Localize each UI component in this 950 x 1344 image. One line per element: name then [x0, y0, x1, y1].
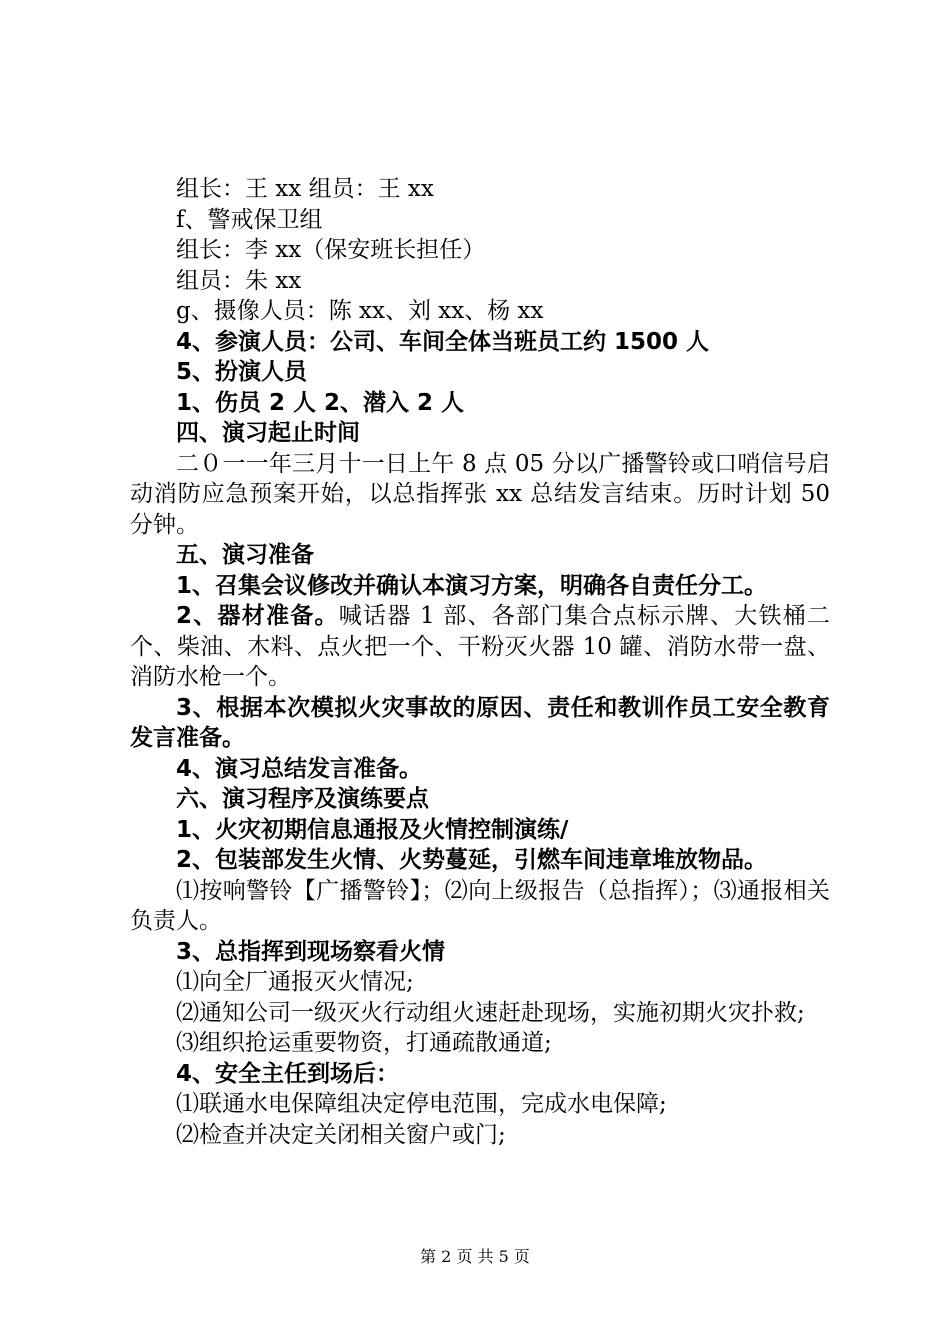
document-paragraph: 4、参演人员：公司、车间全体当班员工约 1500 人: [176, 328, 710, 355]
document-paragraph: g、摄像人员：陈 xx、刘 xx、杨 xx: [176, 298, 544, 324]
document-paragraph: [130, 601, 830, 693]
document-paragraph: 六、演习程序及演练要点: [176, 786, 429, 812]
document-paragraph: ⑵检查并决定关闭相关窗户或门;: [176, 1121, 506, 1148]
document-paragraph: ⑵通知公司一级灭火行动组火速赶赴现场，实施初期火灾扑救;: [176, 999, 805, 1026]
page-footer: 第 2 页 共 5 页: [420, 1247, 530, 1266]
document-paragraph: 1、召集会议修改并确认本演习方案，明确各自责任分工。: [176, 572, 768, 599]
document-body: [130, 174, 830, 1150]
document-paragraph: 组员：朱 xx: [176, 267, 302, 294]
document-paragraph: 组长：李 xx（保安班长担任）: [176, 237, 486, 263]
document-paragraph: 4、安全主任到场后：: [176, 1060, 400, 1087]
document-paragraph: 四、演习起止时间: [176, 420, 360, 446]
paragraph-text: 喊话器 1 部、各部门集合点标示牌、大铁桶二个、柴油、木料、点火把一个、干粉灭火器 10 罐、消防水带一盘、消防水枪一个。: [130, 603, 830, 690]
document-paragraph: 3、总指挥到现场察看火情: [176, 938, 446, 965]
paragraph-heading: 2、器材准备。: [176, 603, 339, 629]
document-paragraph: 5、扮演人员: [176, 359, 308, 385]
document-paragraph: 2、包装部发生火情、火势蔓延，引燃车间违章堆放物品。: [176, 847, 768, 873]
document-paragraph: 1、伤员 2 人 2、潜入 2 人: [176, 389, 465, 416]
document-paragraph: ⑶组织抢运重要物资，打通疏散通道;: [176, 1030, 552, 1056]
document-paragraph: ⑴按响警铃【广播警铃】；⑵向上级报告（总指挥）；⑶通报相关负责人。: [130, 877, 830, 934]
document-paragraph: ⑴联通水电保障组决定停电范围，完成水电保障;: [176, 1091, 667, 1117]
document-paragraph: 组长：王 xx 组员：王 xx: [176, 176, 434, 202]
document-paragraph: ⑴向全厂通报灭火情况;: [176, 969, 414, 995]
document-paragraph: f、警戒保卫组: [176, 206, 323, 233]
document-paragraph: 4、演习总结发言准备。: [176, 755, 423, 782]
document-paragraph: 五、演习准备: [176, 542, 314, 568]
document-paragraph: 二０一一年三月十一日上午 8 点 05 分以广播警铃或口哨信号启动消防应急预案开始，以总指挥张 xx 总结发言结束。历时计划 50 分钟。: [130, 450, 830, 538]
document-paragraph: 3、根据本次模拟火灾事故的原因、责任和教训作员工安全教育发言准备。: [130, 694, 830, 751]
document-paragraph: 1、火灾初期信息通报及火情控制演练/: [176, 816, 569, 843]
